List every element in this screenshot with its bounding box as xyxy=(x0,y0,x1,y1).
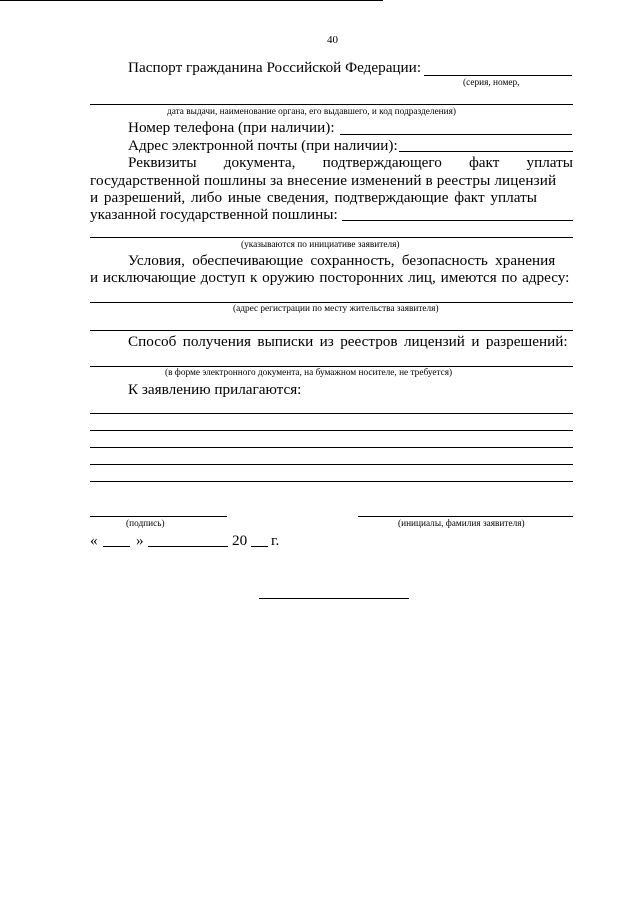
extract-caption: (в форме электронного документа, на бумажном носителе, не требуется) xyxy=(165,368,453,378)
address-input-line[interactable] xyxy=(90,302,573,303)
closing-divider xyxy=(259,598,409,599)
fee-word-3: подтверждающего xyxy=(322,154,442,171)
signature-caption: (подпись) xyxy=(126,519,165,529)
fee-word-1: Реквизиты xyxy=(128,154,197,171)
email-label: Адрес электронной почты (при наличии): xyxy=(128,137,398,154)
attachment-line-1[interactable] xyxy=(90,413,573,414)
page-number: 40 xyxy=(327,34,338,46)
passport-details-line[interactable] xyxy=(90,104,573,105)
date-open-quote: « xyxy=(90,532,98,549)
date-close-quote: » xyxy=(136,532,144,549)
email-input-line[interactable] xyxy=(399,151,573,152)
attachment-line-2[interactable] xyxy=(90,430,573,431)
date-month-line[interactable] xyxy=(148,546,228,547)
phone-input-line[interactable] xyxy=(340,134,572,135)
fee-word-2: документа, xyxy=(223,154,296,171)
passport-label: Паспорт гражданина Российской Федерации: xyxy=(128,59,422,76)
passport-caption-details: дата выдачи, наименование органа, его выдавшего, и код подразделения) xyxy=(167,107,456,117)
passport-input-line[interactable] xyxy=(424,75,572,76)
fee-word-5: уплаты xyxy=(526,154,573,171)
name-caption: (инициалы, фамилия заявителя) xyxy=(398,519,525,529)
name-line[interactable] xyxy=(358,516,573,517)
date-year-prefix: 20 xyxy=(232,532,248,549)
fee-caption: (указываются по инициативе заявителя) xyxy=(241,240,400,250)
attachment-line-4[interactable] xyxy=(90,464,573,465)
conditions-line-2: и исключающие доступ к оружию посторонних лиц, имеются по адресу: xyxy=(90,269,570,286)
fee-word-4: факт xyxy=(468,154,500,171)
signature-line[interactable] xyxy=(90,516,227,517)
attachments-label: К заявлению прилагаются: xyxy=(128,381,302,398)
fee-input-line-2[interactable] xyxy=(90,237,573,238)
date-year-line[interactable] xyxy=(251,546,268,547)
address-input-line-2[interactable] xyxy=(90,330,573,331)
fee-input-line[interactable] xyxy=(342,220,573,221)
address-caption: (адрес регистрации по месту жительства заявителя) xyxy=(233,304,439,314)
fee-line-1 xyxy=(128,154,573,172)
fee-line-4: указанной государственной пошлины: xyxy=(90,206,338,223)
extract-label: Способ получения выписки из реестров лицензий и разрешений: xyxy=(128,333,568,350)
extract-input-line[interactable] xyxy=(90,366,573,367)
attachment-line-3[interactable] xyxy=(90,447,573,448)
top-border-line xyxy=(0,0,383,1)
fee-line-3: и разрешений, либо иные сведения, подтверждающие факт уплаты xyxy=(90,189,537,206)
phone-label: Номер телефона (при наличии): xyxy=(128,119,335,136)
date-day-line[interactable] xyxy=(103,546,130,547)
passport-caption-series: (серия, номер, xyxy=(463,78,520,88)
attachment-line-5[interactable] xyxy=(90,481,573,482)
conditions-line-1: Условия, обеспечивающие сохранность, безопасность хранения xyxy=(128,252,556,269)
fee-line-2: государственной пошлины за внесение изменений в реестры лицензий xyxy=(90,172,557,189)
date-year-suffix: г. xyxy=(271,532,280,549)
